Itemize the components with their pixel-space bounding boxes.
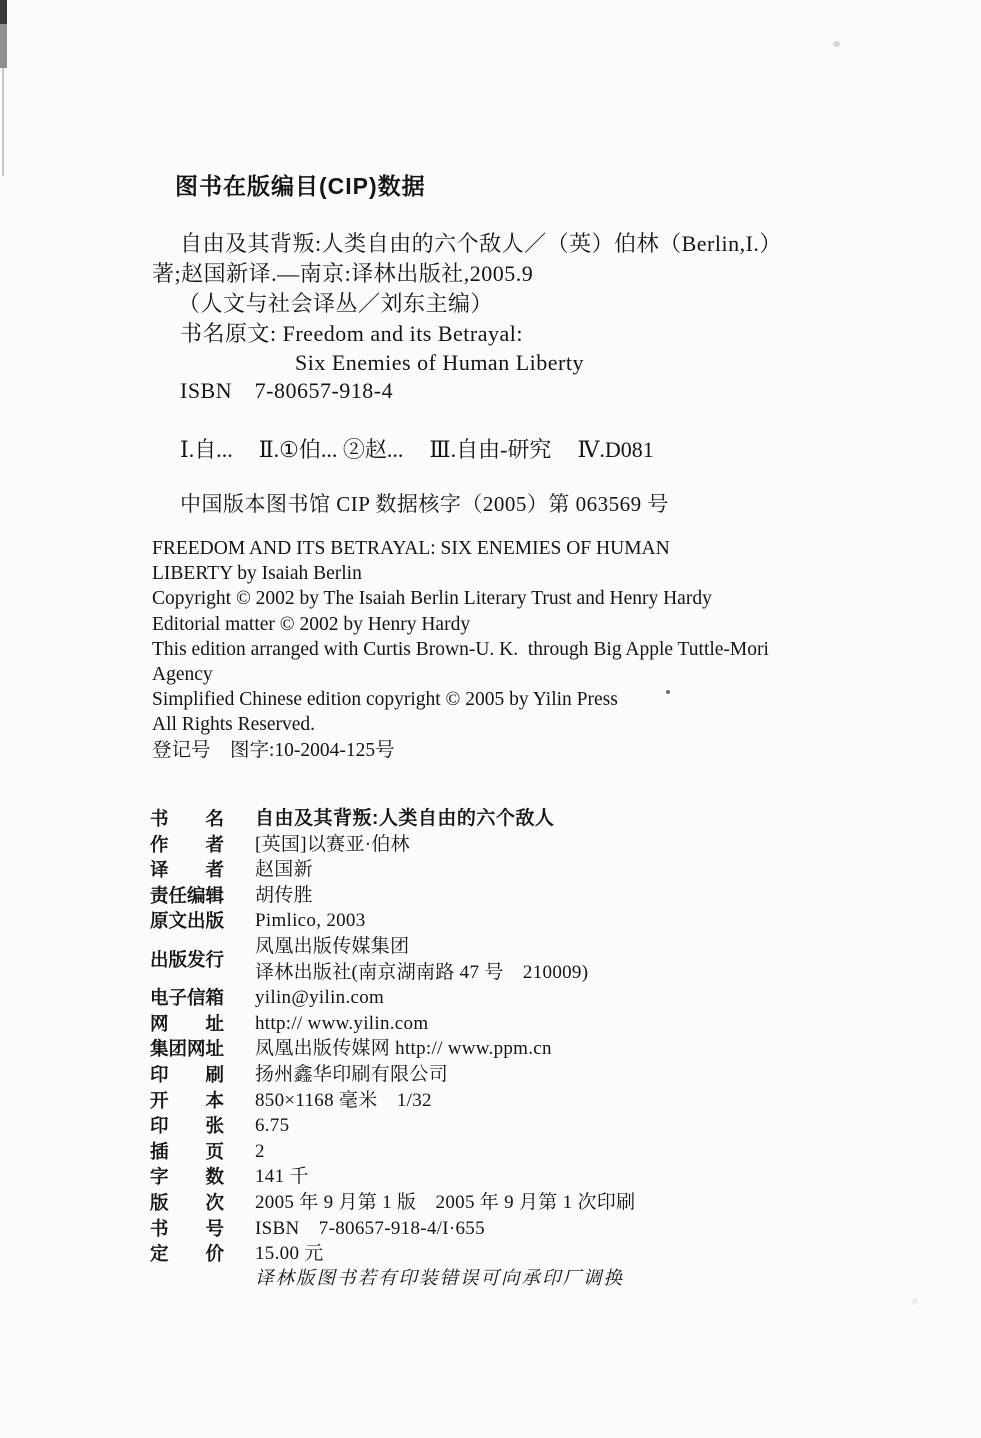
row-label: 版 次	[150, 1191, 225, 1213]
cip-record-line-2: 著;赵国新译.—南京:译林出版社,2005.9	[152, 261, 534, 286]
scan-edge-artifact-line	[2, 68, 4, 176]
cip-header: 图书在版编目(CIP)数据	[175, 173, 426, 199]
table-row-sheets	[150, 1113, 940, 1139]
cip-class-i: Ⅰ.自...	[180, 437, 233, 462]
original-title-line-1: 书名原文: Freedom and its Betrayal:	[180, 321, 523, 346]
copyright-block	[152, 536, 912, 763]
table-row-price	[150, 1241, 940, 1267]
copyright-title-line-1: FREEDOM AND ITS BETRAYAL: SIX ENEMIES OF HUMAN	[152, 538, 670, 559]
row-value-line-1: 凤凰出版传媒集团	[255, 935, 410, 957]
cip-class-iii: Ⅲ.自由-研究	[429, 437, 552, 462]
rights-reserved-line: All Rights Reserved.	[152, 714, 316, 736]
row-value: 扬州鑫华印刷有限公司	[255, 1063, 449, 1085]
cip-class-ii: Ⅱ.①伯... ②赵...	[258, 437, 404, 462]
row-value: 141 千	[255, 1166, 309, 1188]
table-row-publisher	[150, 934, 940, 985]
row-value: Pimlico, 2003	[255, 910, 366, 932]
row-label: 印 张	[150, 1115, 225, 1137]
table-row-inserts	[150, 1139, 940, 1165]
table-row-author	[150, 832, 940, 858]
row-label: 书 号	[150, 1217, 225, 1239]
row-label: 集团网址	[150, 1038, 225, 1060]
row-value: http:// www.yilin.com	[255, 1012, 429, 1034]
row-label: 原文出版	[150, 910, 225, 932]
table-row-printer	[150, 1062, 940, 1088]
cip-classification-line	[180, 437, 981, 463]
cip-registry-line: 中国版本图书馆 CIP 数据核字（2005）第 063569 号	[180, 492, 669, 516]
table-row-website	[150, 1011, 940, 1037]
table-row-book-number	[150, 1216, 940, 1242]
cip-series-line: （人文与社会译丛／刘东主编）	[178, 291, 494, 316]
row-value-group	[255, 934, 588, 985]
editorial-matter-line: Editorial matter © 2002 by Henry Hardy	[152, 613, 471, 635]
row-value-line-2: 译林出版社(南京湖南路 47 号 210009)	[255, 961, 589, 983]
cip-isbn-line: ISBN 7-80657-918-4	[180, 378, 394, 403]
chinese-edition-line: Simplified Chinese edition copyright © 2005 by Yilin Press	[152, 689, 618, 711]
row-value: 凤凰出版传媒网 http:// www.ppm.cn	[255, 1038, 552, 1060]
scan-edge-artifact-dark	[0, 0, 7, 24]
row-label: 开 本	[150, 1089, 225, 1111]
row-label: 责任编辑	[150, 884, 225, 906]
row-label: 定 价	[150, 1243, 225, 1265]
row-value: 胡传胜	[255, 884, 313, 906]
table-row-word-count	[150, 1164, 940, 1190]
row-value: 850×1168 毫米 1/32	[255, 1089, 432, 1111]
row-label: 插 页	[150, 1140, 225, 1162]
row-label: 译 者	[150, 859, 225, 881]
row-value: yilin@yilin.com	[255, 987, 385, 1009]
cip-data-block	[0, 168, 981, 517]
arrangement-line: This edition arranged with Curtis Brown-U. K. through Big Apple Tuttle-Mori	[152, 638, 769, 660]
row-label: 出版发行	[150, 948, 225, 970]
scan-edge-artifact-gray	[0, 24, 7, 68]
original-title-line-2: Six Enemies of Human Liberty	[295, 350, 584, 375]
table-row-email	[150, 985, 940, 1011]
row-label: 网 址	[150, 1012, 225, 1034]
table-row-group-website	[150, 1036, 940, 1062]
row-value: ISBN 7-80657-918-4/I·655	[255, 1217, 485, 1239]
cip-record-line-1: 自由及其背叛:人类自由的六个敌人／（英）伯林（Berlin,I.）	[180, 231, 782, 256]
table-row-format	[150, 1088, 940, 1114]
row-label: 电子信箱	[150, 987, 225, 1009]
scan-speck	[911, 1298, 918, 1305]
row-value: [英国]以赛亚·伯林	[255, 833, 410, 855]
row-label: 印 刷	[150, 1063, 225, 1085]
table-row-edition	[150, 1190, 940, 1216]
row-label: 字 数	[150, 1166, 225, 1188]
table-row-editor	[150, 883, 940, 909]
table-row-title	[150, 806, 940, 832]
misprint-exchange-note: 译林版图书若有印装错误可向承印厂调换	[255, 1268, 625, 1289]
scan-speck	[833, 41, 840, 47]
row-value: 赵国新	[255, 859, 313, 881]
row-value: 自由及其背叛:人类自由的六个敌人	[255, 808, 555, 829]
agency-line: Agency	[152, 664, 213, 686]
row-value: 2005 年 9 月第 1 版 2005 年 9 月第 1 次印刷	[255, 1191, 636, 1213]
row-label: 书 名	[150, 808, 225, 829]
row-label: 作 者	[150, 833, 225, 855]
row-value: 2	[255, 1140, 265, 1162]
copyright-title-line-2: LIBERTY by Isaiah Berlin	[152, 563, 362, 585]
copyright-notice-line: Copyright © 2002 by The Isaiah Berlin Literary Trust and Henry Hardy	[152, 588, 712, 610]
colophon-table	[150, 806, 940, 1292]
table-row-original-publisher	[150, 908, 940, 934]
cip-class-iv: Ⅳ.D081	[577, 437, 654, 462]
row-value: 15.00 元	[255, 1243, 324, 1265]
row-value: 6.75	[255, 1115, 290, 1137]
table-row-translator	[150, 857, 940, 883]
registration-number-line: 登记号 图字:10-2004-125号	[152, 739, 395, 761]
